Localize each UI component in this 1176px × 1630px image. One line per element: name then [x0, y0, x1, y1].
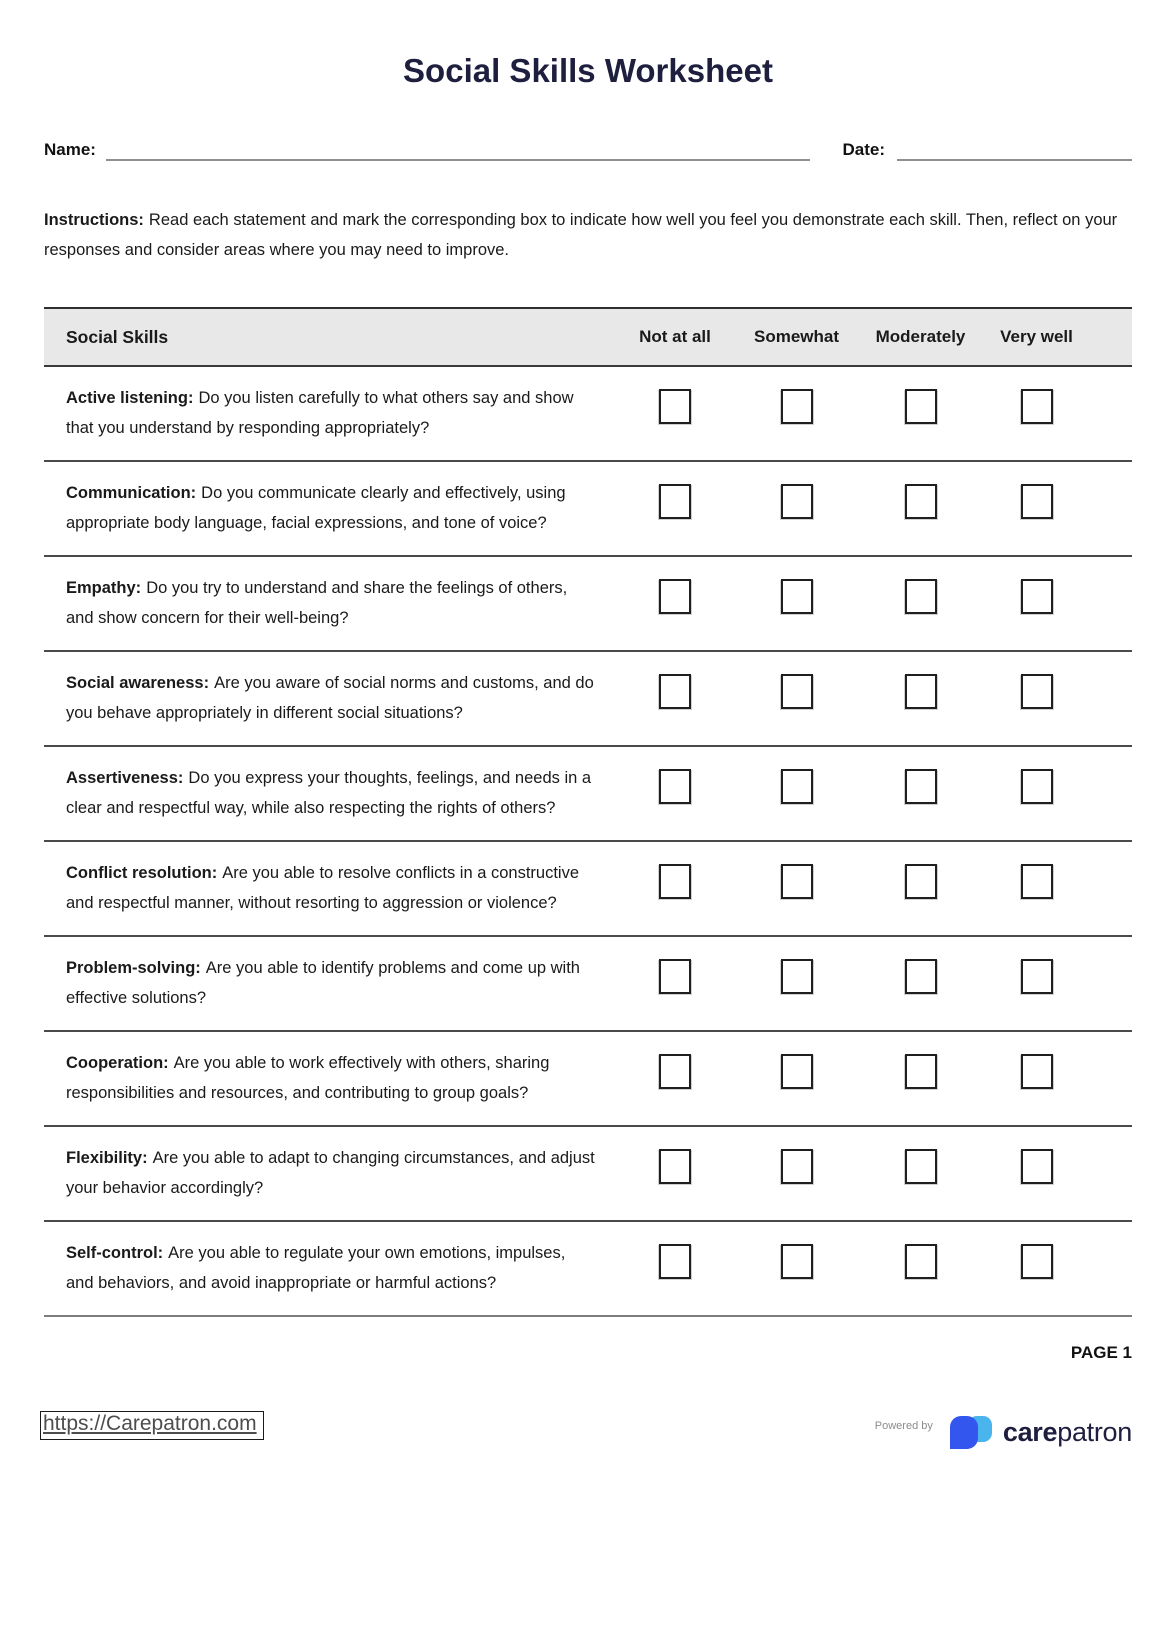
- skill-name: Social awareness:: [66, 674, 210, 692]
- checkbox-moderately[interactable]: [905, 1244, 937, 1279]
- header-very-well: Very well: [1000, 327, 1073, 346]
- table-row: [44, 1032, 1132, 1127]
- checkbox-very-well[interactable]: [1021, 1054, 1053, 1089]
- checkbox-somewhat[interactable]: [781, 769, 813, 804]
- cell-somewhat: [735, 462, 858, 555]
- skill-cell: [44, 367, 615, 460]
- cell-somewhat: [735, 1222, 858, 1315]
- table-body: [44, 367, 1132, 1317]
- page-number: PAGE 1: [1070, 1343, 1132, 1362]
- skill-name: Self-control:: [66, 1244, 164, 1262]
- checkbox-very-well[interactable]: [1021, 484, 1053, 519]
- cell-very-well: [983, 367, 1090, 460]
- cell-not-at-all: [615, 462, 735, 555]
- name-date-row: [44, 140, 1132, 161]
- skill-description: Are you able to resolve conflicts in a constructive and respectful manner, without resorting to aggression or violence?: [66, 864, 580, 912]
- brand-patron: patron: [1057, 1416, 1132, 1447]
- cell-very-well: [983, 652, 1090, 745]
- cell-not-at-all: [615, 842, 735, 935]
- skill-description: Do you express your thoughts, feelings, and needs in a clear and respectful way, while also respecting the rights of others?: [66, 769, 592, 817]
- header-not-at-all: Not at all: [639, 327, 711, 346]
- cell-very-well: [983, 462, 1090, 555]
- checkbox-somewhat[interactable]: [781, 1054, 813, 1089]
- cell-very-well: [983, 842, 1090, 935]
- cell-moderately: [858, 937, 983, 1030]
- checkbox-very-well[interactable]: [1021, 674, 1053, 709]
- table-header-row: [44, 307, 1132, 367]
- cell-somewhat: [735, 842, 858, 935]
- checkbox-somewhat[interactable]: [781, 674, 813, 709]
- skill-description: Do you communicate clearly and effectively, using appropriate body language, facial expressions, and tone of voice?: [66, 484, 566, 532]
- cell-moderately: [858, 367, 983, 460]
- skill-name: Communication:: [66, 484, 197, 502]
- table-row: [44, 1127, 1132, 1222]
- skill-cell: [44, 1032, 615, 1125]
- table-row: [44, 557, 1132, 652]
- cell-somewhat: [735, 937, 858, 1030]
- skill-name: Assertiveness:: [66, 769, 184, 787]
- skill-description: Are you aware of social norms and customs, and do you behave appropriately in different social situations?: [66, 674, 594, 722]
- skill-cell: [44, 1222, 615, 1315]
- checkbox-somewhat[interactable]: [781, 1149, 813, 1184]
- skill-name: Empathy:: [66, 579, 142, 597]
- date-input-line[interactable]: [897, 141, 1132, 161]
- cell-not-at-all: [615, 652, 735, 745]
- skill-cell: [44, 937, 615, 1030]
- cell-very-well: [983, 1222, 1090, 1315]
- cell-not-at-all: [615, 1222, 735, 1315]
- instructions-paragraph: [44, 205, 1132, 265]
- cell-not-at-all: [615, 1127, 735, 1220]
- brand-care: care: [1002, 1416, 1058, 1447]
- cell-very-well: [983, 937, 1090, 1030]
- checkbox-not-at-all[interactable]: [659, 769, 691, 804]
- checkbox-not-at-all[interactable]: [659, 484, 691, 519]
- powered-by-label: Powered by: [874, 1420, 933, 1432]
- table-row: [44, 652, 1132, 747]
- skill-cell: [44, 842, 615, 935]
- carepatron-logo-icon: [947, 1413, 995, 1451]
- skill-description: Are you able to adapt to changing circumstances, and adjust your behavior accordingly?: [66, 1149, 595, 1197]
- checkbox-very-well[interactable]: [1021, 864, 1053, 899]
- skills-table: [44, 307, 1132, 1317]
- cell-moderately: [858, 1222, 983, 1315]
- checkbox-somewhat[interactable]: [781, 389, 813, 424]
- skill-name: Cooperation:: [66, 1054, 169, 1072]
- checkbox-somewhat[interactable]: [781, 1244, 813, 1279]
- carepatron-wordmark: [1003, 1417, 1132, 1448]
- cell-not-at-all: [615, 1032, 735, 1125]
- cell-somewhat: [735, 1127, 858, 1220]
- skill-cell: [44, 1127, 615, 1220]
- checkbox-somewhat[interactable]: [781, 959, 813, 994]
- cell-very-well: [983, 557, 1090, 650]
- skill-cell: [44, 557, 615, 650]
- checkbox-not-at-all[interactable]: [659, 1054, 691, 1089]
- checkbox-very-well[interactable]: [1021, 959, 1053, 994]
- cell-very-well: [983, 1032, 1090, 1125]
- skill-name: Flexibility:: [66, 1149, 148, 1167]
- checkbox-moderately[interactable]: [905, 484, 937, 519]
- checkbox-moderately[interactable]: [905, 959, 937, 994]
- skill-cell: [44, 652, 615, 745]
- table-row: [44, 937, 1132, 1032]
- header-social-skills: Social Skills: [66, 326, 169, 347]
- instructions-label: Instructions:: [44, 211, 144, 229]
- cell-somewhat: [735, 652, 858, 745]
- cell-moderately: [858, 557, 983, 650]
- checkbox-not-at-all[interactable]: [659, 959, 691, 994]
- cell-not-at-all: [615, 367, 735, 460]
- header-somewhat: Somewhat: [753, 327, 840, 346]
- carepatron-link[interactable]: https://Carepatron.com: [40, 1411, 264, 1440]
- date-label: Date:: [842, 140, 885, 159]
- checkbox-moderately[interactable]: [905, 579, 937, 614]
- skill-description: Are you able to work effectively with others, sharing responsibilities and resources, and contributing to group goals?: [66, 1054, 550, 1102]
- cell-very-well: [983, 747, 1090, 840]
- cell-moderately: [858, 462, 983, 555]
- cell-moderately: [858, 1127, 983, 1220]
- skill-name: Problem-solving:: [66, 959, 201, 977]
- table-row: [44, 462, 1132, 557]
- cell-somewhat: [735, 557, 858, 650]
- checkbox-not-at-all[interactable]: [659, 389, 691, 424]
- cell-somewhat: [735, 747, 858, 840]
- skill-name: Active listening:: [66, 389, 194, 407]
- cell-moderately: [858, 652, 983, 745]
- skill-description: Are you able to identify problems and come up with effective solutions?: [66, 959, 580, 1007]
- checkbox-somewhat[interactable]: [781, 484, 813, 519]
- cell-not-at-all: [615, 557, 735, 650]
- table-row: [44, 747, 1132, 842]
- powered-by-block: [875, 1413, 1132, 1451]
- name-label: Name:: [44, 140, 96, 159]
- checkbox-very-well[interactable]: [1021, 389, 1053, 424]
- checkbox-not-at-all[interactable]: [659, 1244, 691, 1279]
- checkbox-moderately[interactable]: [905, 1054, 937, 1089]
- checkbox-moderately[interactable]: [905, 1149, 937, 1184]
- checkbox-moderately[interactable]: [905, 864, 937, 899]
- checkbox-somewhat[interactable]: [781, 579, 813, 614]
- instructions-text: Read each statement and mark the corresponding box to indicate how well you feel you demonstrate each skill. Then, reflect on your responses and consider areas where you may need to improve.: [44, 211, 1118, 259]
- table-row: [44, 842, 1132, 937]
- checkbox-moderately[interactable]: [905, 389, 937, 424]
- table-row: [44, 1222, 1132, 1317]
- checkbox-very-well[interactable]: [1021, 579, 1053, 614]
- footer: [44, 1411, 1132, 1451]
- name-input-line[interactable]: [106, 141, 811, 161]
- skill-cell: [44, 462, 615, 555]
- cell-not-at-all: [615, 747, 735, 840]
- checkbox-very-well[interactable]: [1021, 769, 1053, 804]
- cell-moderately: [858, 1032, 983, 1125]
- checkbox-not-at-all[interactable]: [659, 674, 691, 709]
- table-row: [44, 367, 1132, 462]
- skill-cell: [44, 747, 615, 840]
- checkbox-not-at-all[interactable]: [659, 1149, 691, 1184]
- checkbox-moderately[interactable]: [905, 769, 937, 804]
- cell-moderately: [858, 747, 983, 840]
- cell-very-well: [983, 1127, 1090, 1220]
- header-moderately: Moderately: [875, 327, 966, 346]
- checkbox-very-well[interactable]: [1021, 1149, 1053, 1184]
- skill-description: Are you able to regulate your own emotions, impulses, and behaviors, and avoid inappropriate or harmful actions?: [66, 1244, 566, 1292]
- page-title: Social Skills Worksheet: [403, 52, 773, 89]
- checkbox-somewhat[interactable]: [781, 864, 813, 899]
- checkbox-moderately[interactable]: [905, 674, 937, 709]
- skill-name: Conflict resolution:: [66, 864, 218, 882]
- cell-somewhat: [735, 1032, 858, 1125]
- checkbox-very-well[interactable]: [1021, 1244, 1053, 1279]
- cell-somewhat: [735, 367, 858, 460]
- cell-moderately: [858, 842, 983, 935]
- checkbox-not-at-all[interactable]: [659, 864, 691, 899]
- skill-description: Do you try to understand and share the feelings of others, and show concern for their well-being?: [66, 579, 568, 627]
- skill-description: Do you listen carefully to what others say and show that you understand by responding appropriately?: [66, 389, 574, 437]
- checkbox-not-at-all[interactable]: [659, 579, 691, 614]
- cell-not-at-all: [615, 937, 735, 1030]
